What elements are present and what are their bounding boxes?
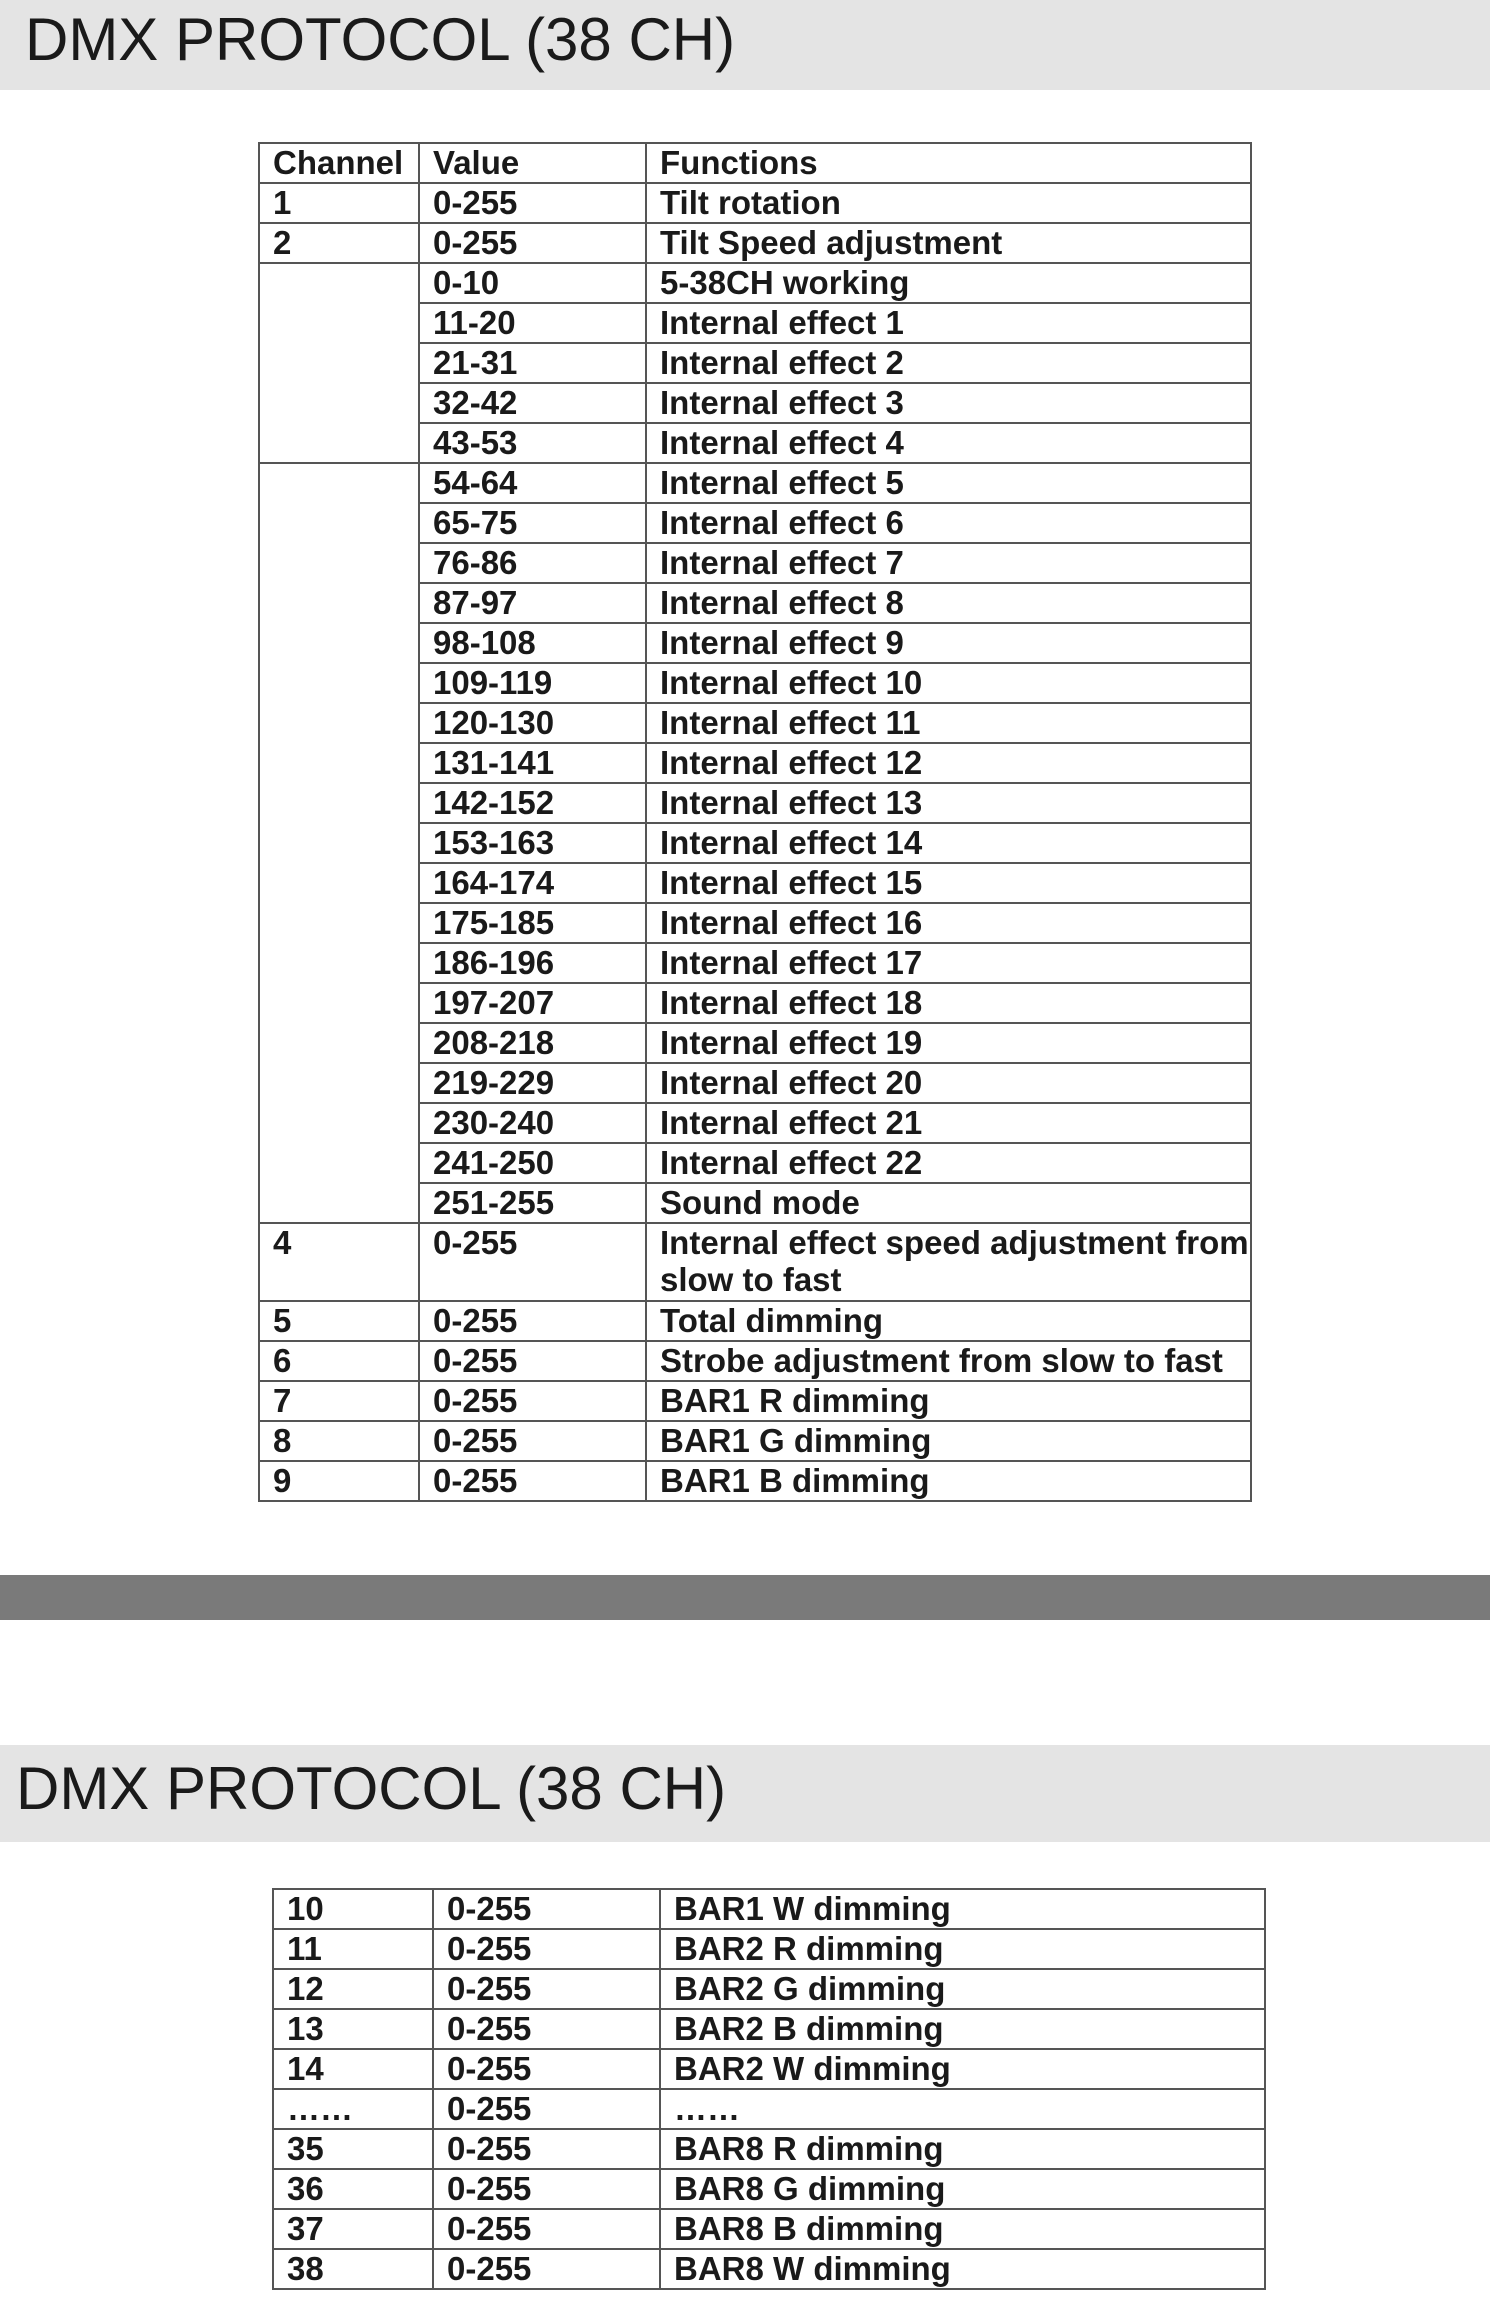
cell-value: 0-255 [419,223,646,263]
table-row [259,543,1251,583]
cell-function: 5-38CH working [646,263,1251,303]
cell-channel: 12 [273,1969,433,2009]
cell-value: 230-240 [419,1103,646,1143]
dmx-protocol-table-2 [272,1888,1266,2290]
cell-function: Internal effect 12 [646,743,1251,783]
cell-value: 87-97 [419,583,646,623]
table-row [259,1023,1251,1063]
cell-channel [259,623,419,663]
table-row [259,183,1251,223]
cell-channel: …… [273,2089,433,2129]
table-row [273,2009,1265,2049]
cell-function: Total dimming [646,1301,1251,1341]
table-row [259,1063,1251,1103]
cell-value: 0-255 [433,1969,660,2009]
cell-value: 164-174 [419,863,646,903]
table-row [273,2129,1265,2169]
cell-function: BAR8 R dimming [660,2129,1265,2169]
cell-function: Internal effect 7 [646,543,1251,583]
cell-value: 251-255 [419,1183,646,1223]
cell-channel: 36 [273,2169,433,2209]
cell-value: 241-250 [419,1143,646,1183]
cell-value: 11-20 [419,303,646,343]
table-row [259,743,1251,783]
cell-channel [259,863,419,903]
table-row [259,263,1251,303]
header-channel: Channel [259,143,419,183]
table-row [259,903,1251,943]
cell-channel: 1 [259,183,419,223]
cell-channel [259,743,419,783]
cell-function: Internal effect 20 [646,1063,1251,1103]
cell-function: Internal effect 16 [646,903,1251,943]
table-row [259,1461,1251,1501]
cell-function: Tilt Speed adjustment [646,223,1251,263]
cell-function: BAR8 G dimming [660,2169,1265,2209]
cell-function: Internal effect 1 [646,303,1251,343]
table-row [259,303,1251,343]
cell-value: 142-152 [419,783,646,823]
cell-function: Internal effect 2 [646,343,1251,383]
cell-channel [259,423,419,463]
cell-function: Internal effect 11 [646,703,1251,743]
cell-function: Internal effect 19 [646,1023,1251,1063]
cell-value: 186-196 [419,943,646,983]
cell-channel: 14 [273,2049,433,2089]
cell-channel: 10 [273,1889,433,1929]
cell-channel [259,343,419,383]
table-row [259,1381,1251,1421]
table-row [259,943,1251,983]
cell-channel [259,703,419,743]
table-row [273,1929,1265,1969]
cell-channel: 38 [273,2249,433,2289]
cell-channel [259,303,419,343]
cell-channel [259,783,419,823]
cell-channel: 8 [259,1421,419,1461]
cell-value: 120-130 [419,703,646,743]
table-row [273,2049,1265,2089]
cell-function: Internal effect 10 [646,663,1251,703]
cell-channel [259,383,419,423]
cell-function: Internal effect 4 [646,423,1251,463]
cell-channel [259,503,419,543]
table-row [259,1421,1251,1461]
cell-channel [259,1103,419,1143]
cell-channel [259,903,419,943]
cell-channel: 13 [273,2009,433,2049]
cell-value: 0-255 [419,1421,646,1461]
table-row [259,623,1251,663]
cell-function: BAR8 B dimming [660,2209,1265,2249]
cell-channel: 37 [273,2209,433,2249]
cell-function: Internal effect 17 [646,943,1251,983]
cell-value: 76-86 [419,543,646,583]
cell-channel: 4 [259,1223,419,1301]
cell-function: Internal effect 6 [646,503,1251,543]
table-row [273,2169,1265,2209]
table-row [259,1301,1251,1341]
cell-value: 0-10 [419,263,646,303]
cell-channel [259,1183,419,1223]
table-row [259,1223,1251,1301]
table-row [259,383,1251,423]
cell-function: Strobe adjustment from slow to fast [646,1341,1251,1381]
section-title-1: DMX PROTOCOL (38 CH) [25,6,736,73]
table-row [259,863,1251,903]
cell-function: Internal effect 5 [646,463,1251,503]
table-header-row [259,143,1251,183]
cell-channel [259,1063,419,1103]
cell-function: Internal effect 13 [646,783,1251,823]
cell-channel: 7 [259,1381,419,1421]
cell-channel [259,463,419,503]
cell-channel [259,663,419,703]
table-row [273,1889,1265,1929]
cell-value: 0-255 [433,2049,660,2089]
cell-function: BAR8 W dimming [660,2249,1265,2289]
cell-value: 0-255 [419,1461,646,1501]
cell-value: 0-255 [419,1301,646,1341]
cell-channel [259,943,419,983]
cell-function: Internal effect speed adjustment from slow to fast [646,1223,1251,1301]
table-row [259,583,1251,623]
cell-value: 32-42 [419,383,646,423]
cell-value: 65-75 [419,503,646,543]
cell-value: 0-255 [433,1929,660,1969]
cell-channel [259,583,419,623]
cell-function: BAR1 W dimming [660,1889,1265,1929]
cell-function: Tilt rotation [646,183,1251,223]
dmx-protocol-table-1 [258,142,1252,1502]
cell-channel: 11 [273,1929,433,1969]
table-row [273,2089,1265,2129]
cell-value: 0-255 [419,1223,646,1301]
section-header-1 [0,0,1490,90]
cell-value: 54-64 [419,463,646,503]
table-row [259,823,1251,863]
cell-value: 131-141 [419,743,646,783]
cell-function: BAR1 R dimming [646,1381,1251,1421]
header-value: Value [419,143,646,183]
cell-function: BAR1 G dimming [646,1421,1251,1461]
table-row [259,703,1251,743]
cell-value: 0-255 [419,1381,646,1421]
cell-function: Internal effect 18 [646,983,1251,1023]
table-row [259,343,1251,383]
table-row [273,2249,1265,2289]
section-title-2: DMX PROTOCOL (38 CH) [16,1755,727,1822]
cell-channel [259,263,419,303]
cell-function: Sound mode [646,1183,1251,1223]
cell-channel: 5 [259,1301,419,1341]
table-row [273,2209,1265,2249]
header-functions: Functions [646,143,1251,183]
table-row [259,663,1251,703]
cell-function: Internal effect 3 [646,383,1251,423]
table-row [259,783,1251,823]
cell-function: …… [660,2089,1265,2129]
cell-value: 175-185 [419,903,646,943]
cell-value: 0-255 [433,1889,660,1929]
table-row [259,1103,1251,1143]
cell-value: 0-255 [433,2089,660,2129]
section-header-2 [0,1745,1490,1842]
cell-function: Internal effect 15 [646,863,1251,903]
cell-value: 21-31 [419,343,646,383]
cell-value: 98-108 [419,623,646,663]
cell-value: 0-255 [433,2209,660,2249]
cell-function: Internal effect 9 [646,623,1251,663]
cell-channel [259,823,419,863]
cell-value: 219-229 [419,1063,646,1103]
table-row [259,463,1251,503]
cell-function: BAR2 R dimming [660,1929,1265,1969]
cell-function: BAR2 B dimming [660,2009,1265,2049]
cell-channel [259,1143,419,1183]
cell-function: BAR1 B dimming [646,1461,1251,1501]
cell-value: 0-255 [433,2169,660,2209]
cell-value: 0-255 [433,2129,660,2169]
cell-value: 0-255 [419,1341,646,1381]
cell-function: BAR2 W dimming [660,2049,1265,2089]
cell-value: 0-255 [433,2249,660,2289]
table-row [259,1183,1251,1223]
page-divider [0,1575,1490,1620]
table-row [259,1143,1251,1183]
table-row [259,503,1251,543]
cell-channel: 35 [273,2129,433,2169]
table-row [259,983,1251,1023]
table-row [259,1341,1251,1381]
cell-value: 43-53 [419,423,646,463]
cell-value: 208-218 [419,1023,646,1063]
cell-value: 0-255 [419,183,646,223]
cell-channel [259,543,419,583]
cell-value: 0-255 [433,2009,660,2049]
table-row [259,423,1251,463]
cell-value: 197-207 [419,983,646,1023]
cell-function: Internal effect 14 [646,823,1251,863]
cell-value: 153-163 [419,823,646,863]
cell-function: Internal effect 22 [646,1143,1251,1183]
cell-function: Internal effect 21 [646,1103,1251,1143]
cell-channel [259,983,419,1023]
cell-channel: 2 [259,223,419,263]
cell-channel [259,1023,419,1063]
cell-value: 109-119 [419,663,646,703]
cell-channel: 9 [259,1461,419,1501]
cell-function: BAR2 G dimming [660,1969,1265,2009]
cell-function: Internal effect 8 [646,583,1251,623]
table-row [259,223,1251,263]
table-row [273,1969,1265,2009]
cell-channel: 6 [259,1341,419,1381]
